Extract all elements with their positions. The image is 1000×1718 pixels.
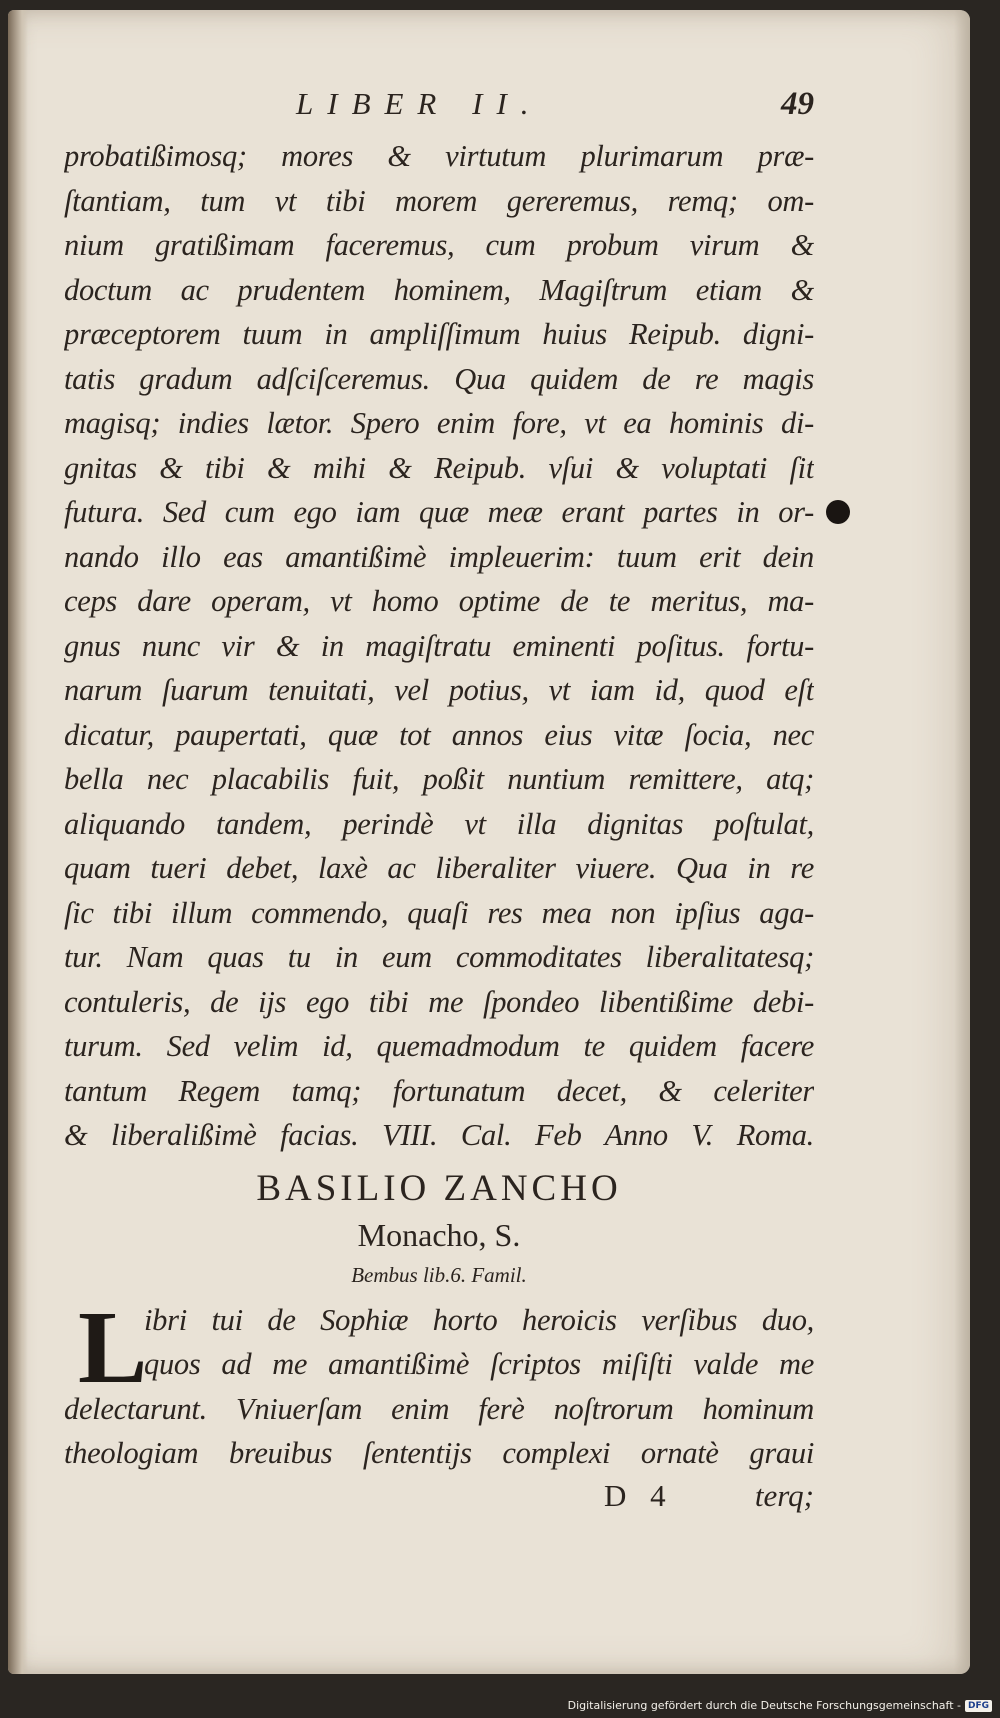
text-line: nando illo eas amantißimè impleuerim: tuum erit dein: [64, 539, 814, 574]
drop-cap-initial: L: [78, 1289, 148, 1405]
text-line: ceps dare operam, vt homo optime de te meritus, ma-: [64, 584, 814, 618]
catchword: terq;: [754, 1477, 814, 1513]
footer-credit: Digitalisierung gefördert durch die Deutsche Forschungsgemeinschaft -: [567, 1699, 961, 1712]
dfg-logo: DFG: [965, 1700, 992, 1712]
text-line: magisq; indies lætor. Spero enim fore, vt ea hominis di-: [64, 406, 814, 440]
text-line: ibri tui de Sophiæ horto heroicis verſibus duo,: [144, 1302, 814, 1337]
text-line: contuleris, de ijs ego tibi me ſpondeo libentißime debi-: [64, 984, 814, 1019]
text-line: theologiam breuibus ſententijs complexi ornatè graui: [64, 1436, 814, 1470]
text-line: & liberalißimè facias. VIII. Cal. Feb Anno V. Roma.: [64, 1118, 814, 1152]
margin-ink-dot: [826, 500, 850, 524]
text-line: tur. Nam quas tu in eum commoditates liberalitatesq;: [64, 940, 814, 974]
text-line: tatis gradum adſciſceremus. Qua quidem de re magis: [64, 361, 814, 396]
text-line: bella nec placabilis fuit, poßit nuntium remittere, atq;: [64, 762, 814, 796]
letter-body: [64, 1289, 814, 1476]
text-line: tantum Regem tamq; fortunatum decet, & celeriter: [64, 1073, 814, 1108]
letter-heading-source: Bembus lib.6. Famil.: [351, 1262, 527, 1287]
book-spine-shadow: [8, 10, 28, 1674]
signature-line: [64, 1478, 814, 1524]
letter-heading-addressee: BASILIO ZANCHO: [256, 1167, 622, 1209]
text-line: quos ad me amantißimè ſcriptos miſiſti valde me: [144, 1347, 814, 1381]
page-fore-edge: [954, 10, 970, 1674]
text-line: gnus nunc vir & in magiſtratu eminenti poſitus. fortu-: [64, 628, 814, 663]
page-number: 49: [781, 86, 814, 122]
text-line: doctum ac prudentem hominem, Magiſtrum etiam &: [64, 272, 814, 307]
digitization-footer: [568, 1699, 992, 1712]
body-text: [64, 134, 814, 1158]
text-line: ſtantiam, tum vt tibi morem gereremus, remq; om-: [64, 183, 814, 218]
text-line: turum. Sed velim id, quemadmodum te quidem facere: [64, 1029, 814, 1063]
book-page: [8, 10, 970, 1674]
page-content: [64, 86, 814, 1536]
running-title: LIBER II.: [296, 86, 543, 121]
text-line: aliquando tandem, perindè vt illa dignitas poſtulat,: [64, 806, 814, 841]
text-line: præceptorem tuum in ampliſſimum huius Reipub. digni-: [64, 317, 814, 351]
running-head: [64, 86, 814, 134]
text-line: dicatur, paupertati, quæ tot annos eius vitæ ſocia, nec: [64, 717, 814, 752]
letter-heading-title: Monacho, S.: [357, 1216, 521, 1253]
signature-mark: D 4: [604, 1477, 674, 1513]
text-line: delectarunt. Vniuerſam enim ferè noſtrorum hominum: [64, 1391, 814, 1426]
text-line: gnitas & tibi & mihi & Reipub. vſui & voluptati ſit: [64, 450, 814, 485]
text-line: narum ſuarum tenuitati, vel potius, vt iam id, quod eſt: [64, 673, 814, 707]
text-line: nium gratißimam faceremus, cum probum virum &: [64, 228, 814, 262]
text-line: ſic tibi illum commendo, quaſi res mea non ipſius aga-: [64, 895, 814, 930]
text-line: futura. Sed cum ego iam quæ meæ erant partes in or-: [64, 495, 814, 529]
text-line: quam tueri debet, laxè ac liberaliter viuere. Qua in re: [64, 851, 814, 885]
text-line: probatißimosq; mores & virtutum plurimarum præ-: [64, 139, 814, 173]
